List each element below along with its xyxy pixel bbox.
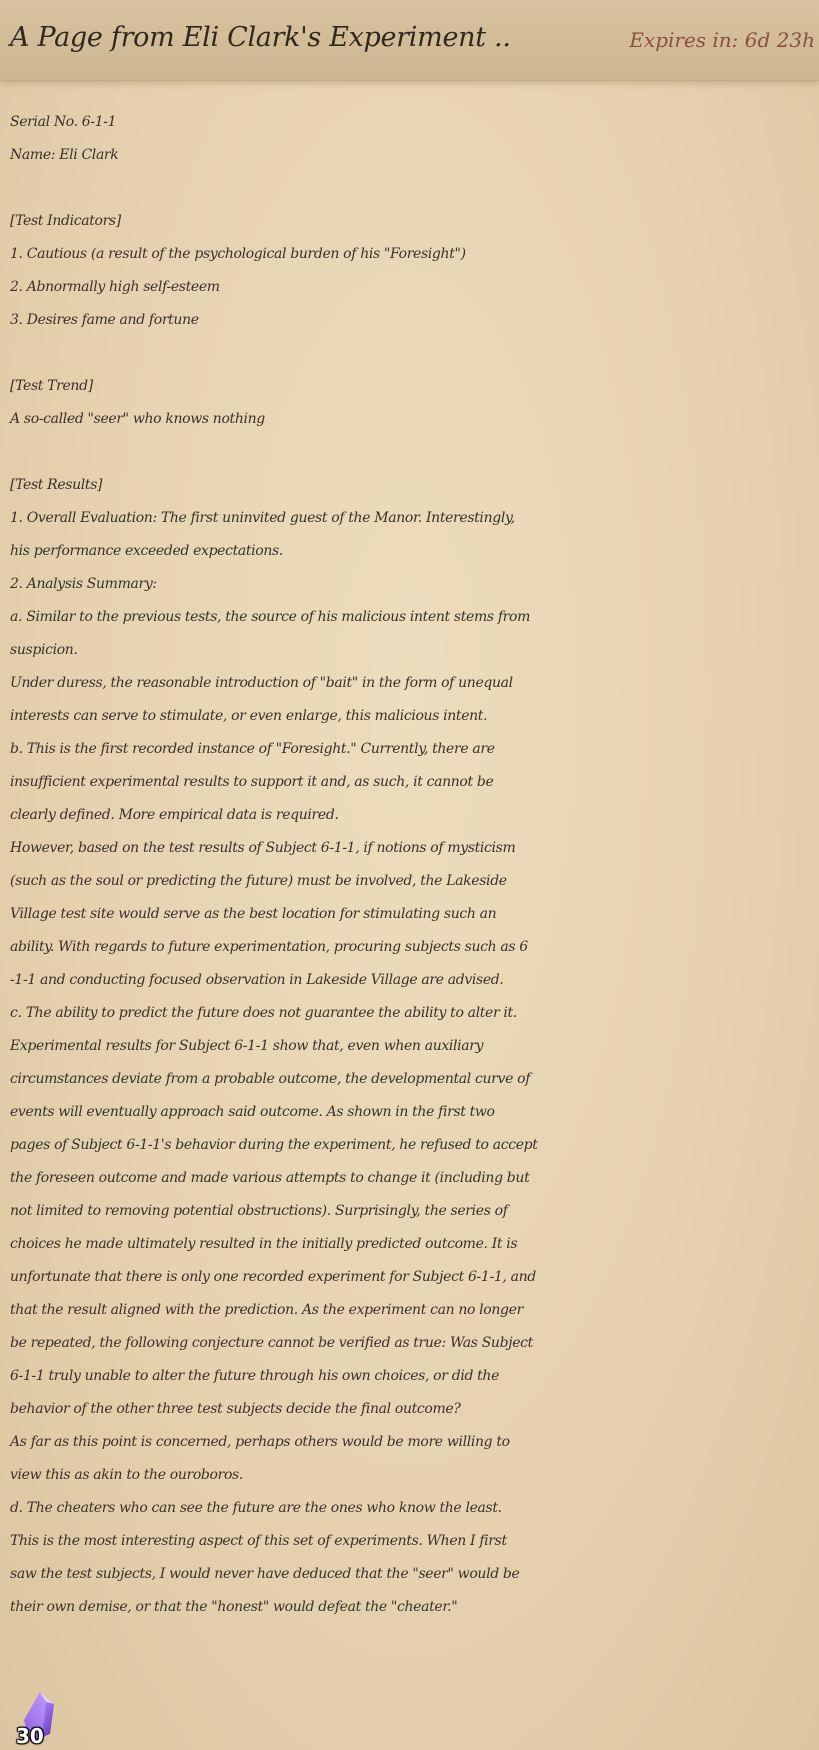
blank-line (10, 436, 810, 469)
text-line: [Test Trend] (10, 378, 93, 394)
text-line: d. The cheaters who can see the future are the ones who know the least. (10, 1500, 502, 1516)
text-line: 6-1-1 truly unable to alter the future through his own choices, or did the (10, 1368, 500, 1384)
text-line: [Test Results] (10, 477, 103, 493)
crystal-count: 30 (16, 1724, 44, 1748)
text-line: A so-called "seer" who knows nothing (10, 411, 265, 427)
text-line: choices he made ultimately resulted in the initially predicted outcome. It is (10, 1236, 518, 1252)
text-line: 3. Desires fame and fortune (10, 312, 199, 328)
text-line: Experimental results for Subject 6-1-1 show that, even when auxiliary (10, 1038, 484, 1054)
text-line: 1. Overall Evaluation: The first uninvited guest of the Manor. Interestingly, (10, 510, 515, 526)
expiry-timer: Expires in: 6d 23h (629, 28, 815, 52)
text-line: be repeated, the following conjecture cannot be verified as true: Was Subject (10, 1335, 533, 1351)
text-line: Name: Eli Clark (10, 147, 119, 163)
text-line: Serial No. 6-1-1 (10, 114, 117, 130)
text-line: a. Similar to the previous tests, the source of his malicious intent stems from (10, 609, 531, 625)
text-line: As far as this point is concerned, perhaps others would be more willing to (10, 1434, 510, 1450)
text-line: that the result aligned with the prediction. As the experiment can no longer (10, 1302, 523, 1318)
text-line: ability. With regards to future experimentation, procuring subjects such as 6 (10, 939, 528, 955)
text-line: (such as the soul or predicting the future) must be involved, the Lakeside (10, 873, 507, 889)
text-line: their own demise, or that the "honest" would defeat the "cheater." (10, 1599, 458, 1615)
text-line: b. This is the first recorded instance of "Foresight." Currently, there are (10, 741, 495, 757)
text-line: saw the test subjects, I would never have deduced that the "seer" would be (10, 1566, 520, 1582)
text-line: events will eventually approach said outcome. As shown in the first two (10, 1104, 495, 1120)
text-line: insufficient experimental results to support it and, as such, it cannot be (10, 774, 494, 790)
text-line: This is the most interesting aspect of this set of experiments. When I first (10, 1533, 507, 1549)
page-title: A Page from Eli Clark's Experiment .. (10, 22, 511, 53)
text-line: circumstances deviate from a probable outcome, the developmental curve of (10, 1071, 531, 1087)
text-line: pages of Subject 6-1-1's behavior during the experiment, he refused to accept (10, 1137, 538, 1153)
text-line: c. The ability to predict the future does not guarantee the ability to alter it. (10, 1005, 517, 1021)
blank-line (10, 172, 810, 205)
text-line: 1. Cautious (a result of the psychological burden of his "Foresight") (10, 246, 466, 262)
text-line: However, based on the test results of Subject 6-1-1, if notions of mysticism (10, 840, 516, 856)
blank-line (10, 337, 810, 370)
text-line: 2. Analysis Summary: (10, 576, 157, 592)
text-line: suspicion. (10, 642, 78, 658)
text-line: Village test site would serve as the best location for stimulating such an (10, 906, 497, 922)
text-line: interests can serve to stimulate, or even enlarge, this malicious intent. (10, 708, 488, 724)
text-line: the foreseen outcome and made various attempts to change it (including but (10, 1170, 530, 1186)
text-line: clearly defined. More empirical data is required. (10, 807, 339, 823)
text-line: Under duress, the reasonable introduction of "bait" in the form of unequal (10, 675, 513, 691)
text-line: unfortunate that there is only one recorded experiment for Subject 6-1-1, and (10, 1269, 536, 1285)
text-line: 2. Abnormally high self-esteem (10, 279, 220, 295)
text-line: behavior of the other three test subjects decide the final outcome? (10, 1401, 461, 1417)
experiment-text[interactable] (10, 106, 810, 1624)
text-line: not limited to removing potential obstructions). Surprisingly, the series of (10, 1203, 508, 1219)
text-line: -1-1 and conducting focused observation in Lakeside Village are advised. (10, 972, 504, 988)
page-header (0, 0, 819, 81)
text-line: his performance exceeded expectations. (10, 543, 283, 559)
text-line: view this as akin to the ouroboros. (10, 1467, 243, 1483)
text-line: [Test Indicators] (10, 213, 121, 229)
